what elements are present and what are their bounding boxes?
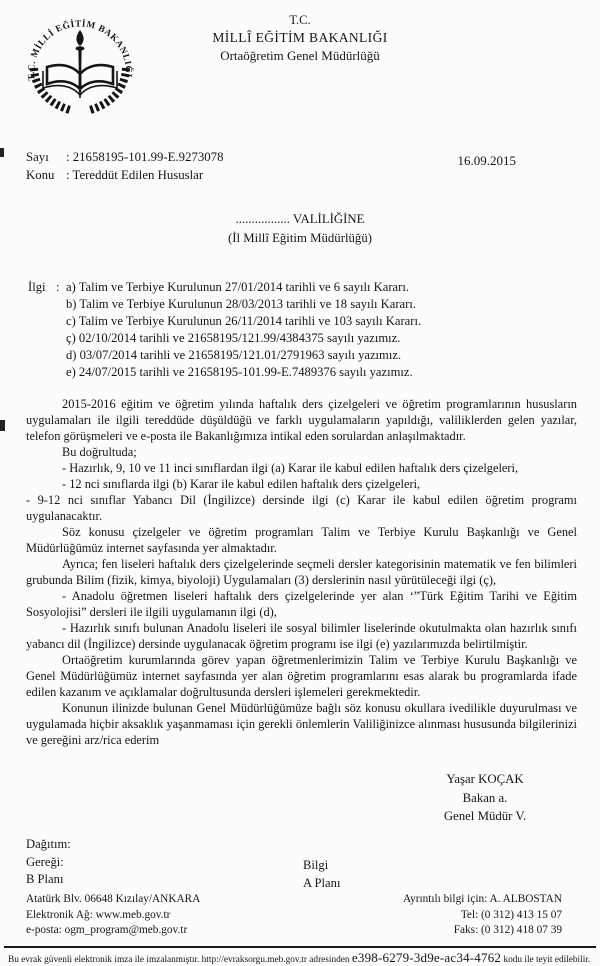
sayi-value: : 21658195-101.99-E.9273078: [66, 150, 224, 164]
ilgi-item: c) Talim ve Terbiye Kurulunun 26/11/2014 tarihli ve 103 sayılı Kararı.: [66, 314, 422, 328]
scan-artifact: [0, 148, 4, 157]
body-paragraph: Söz konusu çizelgeler ve öğretim programları Talim ve Terbiye Kurulu Başkanlığı ve Genel Müdürlüğümüz internet sayfasında yer almaktadır.: [26, 525, 577, 555]
konu-label: Konu: [26, 168, 55, 183]
letterhead: [0, 12, 600, 65]
ilgi-colon: :: [56, 280, 60, 294]
wreath-right-icon: [90, 68, 126, 110]
body-paragraph: 2015-2016 eğitim ve öğretim yılında haftalık ders çizelgeleri ve öğretim programlarının hususların uygulamaları ile ilgili tereddüde düşüldüğü ve farklı uygulamaların yapıldığı, valiliklerden gelen yazılar, telefon görüşmeleri ve e-posta ile Bakanlığımıza intikal eden sorulardan anlaşılmaktadır.: [26, 397, 577, 443]
letterhead-republic: T.C.: [289, 13, 311, 27]
wreath-left-icon: [34, 68, 70, 110]
body-paragraph: - 9-12 nci sınıflar Yabancı Dil (İngilizce) dersinde ilgi (c) Karar ile kabul edilen öğretim programı uygulanacaktır.: [26, 493, 577, 523]
reference-block: [26, 148, 576, 184]
ilgi-block: [28, 279, 576, 381]
distribution-block: [26, 836, 71, 889]
footer-fax: Faks: (0 312) 418 07 39: [453, 924, 562, 936]
footer-tel: Tel: (0 312) 413 15 07: [460, 908, 562, 921]
distribution-heading: Dağıtım:: [26, 837, 71, 851]
footer-web: Elektronik Ağ: www.meb.gov.tr: [26, 908, 171, 921]
footer-address: Atatürk Blv. 06648 Kızılay/ANKARA: [26, 893, 201, 905]
footer-divider: [4, 946, 596, 948]
ilgi-item: a) Talim ve Terbiye Kurulunun 27/01/2014 tarihli ve 6 sayılı Kararı.: [66, 280, 409, 294]
footer-left: [26, 892, 200, 939]
ilgi-item: ç) 02/10/2014 tarihli ve 21658195/121.99/4384375 sayılı yazımız.: [66, 331, 401, 345]
body-paragraph: - Hazırlık, 9, 10 ve 11 inci sınıflardan ilgi (a) Karar ile kabul edilen haftalık ders çizelgeleri,: [62, 461, 519, 475]
body-paragraph: - Hazırlık sınıfı bulunan Anadolu liseleri ile sosyal bilimler liselerinde okutulmakta olan hazırlık sınıfı yabancı dil (İngilizce) dersinde uygulanacak öğretim programı ise ilgi (e) yazılarımızda belirtilmiştir.: [26, 621, 577, 651]
info-bilgi: Bilgi: [303, 858, 329, 872]
addressee-block: [0, 210, 600, 248]
document-date: 16.09.2015: [457, 153, 516, 168]
letterhead-directorate: Ortaöğretim Genel Müdürlüğü: [220, 48, 380, 64]
verification-line: [8, 950, 598, 966]
distribution-b-plan: B Planı: [26, 872, 64, 886]
body-text: [26, 396, 577, 748]
footer-contact: Ayrıntılı bilgi için: A. ALBOSTAN: [402, 893, 562, 905]
footer-right: [403, 892, 562, 939]
ilgi-item: e) 24/07/2015 tarihli ve 21658195-101.99-E.7489376 sayılı yazımız.: [66, 365, 413, 379]
letterhead-ministry: MİLLÎ EĞİTİM BAKANLIĞI: [212, 29, 388, 45]
footer-email: e-posta: ogm_program@meb.gov.tr: [26, 924, 188, 936]
body-paragraph: - 12 nci sınıflarda ilgi (b) Karar ile kabul edilen haftalık ders çizelgeleri,: [62, 477, 421, 491]
signature-block: [400, 770, 570, 826]
info-a-plan: A Planı: [303, 876, 341, 890]
ilgi-label: İlgi: [28, 280, 46, 294]
verification-text: Bu evrak güvenli elektronik imza ile imzalanmıştır. http://evraksorgu.meb.gov.tr adresinden: [8, 955, 350, 965]
signature-title: Bakan a.: [462, 790, 508, 805]
distribution-geregi: Gereği:: [26, 854, 64, 869]
body-paragraph: - Anadolu öğretmen liseleri haftalık ders çizelgelerinde yer alan ‘”Türk Eğitim Tarihi ve Eğitim Sosyolojisi” dersleri ile ilgili uygulamanın ilgi (d),: [26, 589, 577, 619]
ilgi-items: [66, 279, 421, 381]
verification-code: e398-6279-3d9e-ac34-4762: [351, 950, 502, 965]
info-block: [303, 856, 340, 892]
body-paragraph: Ortaöğretim kurumlarında görev yapan öğretmenlerimizin Talim ve Terbiye Kurulu Başkanlığı ve Genel Müdürlüğümüz internet sayfasında yer alan öğretim programlarını esas alarak bu programlarda ifade edilen kazanım ve açıklamalar doğrultusunda dersleri işlemeleri gerekmektedir.: [26, 653, 577, 699]
sayi-label: Sayı: [26, 150, 49, 164]
signature-name: Yaşar KOÇAK: [446, 772, 524, 786]
logo-arc-text: T.C. MİLLİ EĞİTİM BAKANLIĞI: [25, 18, 135, 81]
body-paragraph: Bu doğrultuda;: [62, 445, 137, 459]
verification-text: kodu ile teyit edilebilir.: [503, 955, 591, 965]
body-paragraph: Konunun ilinizde bulunan Genel Müdürlüğümüze bağlı söz konusu okullara ivedilikle duyurulması ve uygulamada hiçbir aksaklık yaşanmaması için gerekli önlemlerin Valiliğinizce alınması hususunda bilgilerinizi ve gereğini arz/rica ederim: [26, 701, 577, 747]
ilgi-item: b) Talim ve Terbiye Kurulunun 28/03/2013 tarihli ve 18 sayılı Kararı.: [66, 297, 416, 311]
scan-artifact: [0, 420, 5, 431]
body-paragraph: Ayrıca; fen liseleri haftalık ders çizelgelerinde seçmeli dersler kategorisinin matematik ve fen bilimleri grubunda Bilim (fizik, kimya, biyoloji) Uygulamaları (3) derslerinin nasıl yürütüleceği ilgi (ç),: [26, 557, 577, 587]
addressee-subline: (İl Millî Eğitim Müdürlüğü): [228, 231, 372, 246]
ilgi-item: d) 03/07/2014 tarihli ve 21658195/121.01/2791963 sayılı yazımız.: [66, 348, 402, 362]
addressee-line: ................. VALİLİĞİNE: [235, 212, 365, 226]
konu-value: : Tereddüt Edilen Hususlar: [66, 168, 204, 183]
signature-role: Genel Müdür V.: [443, 809, 527, 824]
